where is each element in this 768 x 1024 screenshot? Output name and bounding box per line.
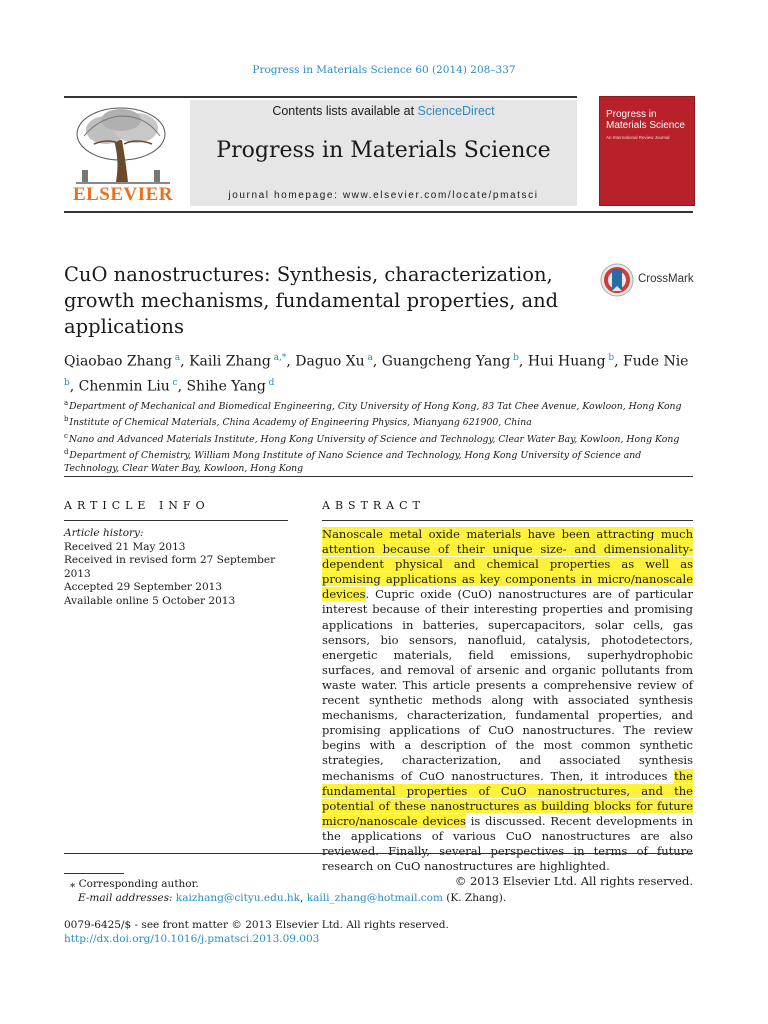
front-matter [64,918,696,946]
author-name: Hui Huang [527,353,606,370]
email-label: E-mail addresses: [78,892,173,904]
affiliations [64,397,696,475]
abstract-heading: ABSTRACT [322,499,425,512]
contents-available-line [190,104,577,118]
affiliation-text: Institute of Chemical Materials, China Academy of Engineering Physics, Mianyang 621900, China [69,417,532,429]
article-info-rule [64,520,288,521]
affiliation-text: Department of Mechanical and Biomedical Engineering, City University of Hong Kong, 83 Tat Chee Avenue, Kowloon, Hong Kong [69,401,682,413]
journal-title: Progress in Materials Science [216,138,551,163]
affiliation-mark: b [64,415,69,424]
author-name: Shihe Yang [186,378,266,395]
email-line [64,891,696,905]
abstract-body [322,527,693,889]
author-name: Kaili Zhang [189,353,271,370]
author-affil-mark[interactable]: a [174,353,181,363]
footnote-rule [64,873,124,874]
article-history [64,527,294,609]
author-affil-mark[interactable]: c [172,377,178,388]
corresponding-author-footnote [64,877,696,905]
author-name: Guangcheng Yang [381,353,511,370]
section-rule [64,476,693,477]
author-affil-mark[interactable]: b [513,353,519,363]
accepted-date: Accepted 29 September 2013 [64,581,223,594]
journal-reference[interactable]: Progress in Materials Science 60 (2014) 208–337 [252,64,516,76]
article-info-heading: ARTICLE INFO [64,499,210,512]
abstract-text: . Cupric oxide (CuO) nanostructures are of particular interest because of their interesting properties and promising applications in batteries, supercapacitors, solar cells, gas sensors, bio sensors, nanofluid, catalysis, photodetectors, energetic materials, field emissions, superhydrophobic surfaces, and removal of arsenic and organic pollutants from waste water. This article presents a comprehensive review of recent synthetic methods along with associated synthesis mechanisms, characterization, fundamental properties, and promising applications of CuO nanostructures. The review begins with a description of the most common synthetic strategies, characterization, and associated synthesis mechanisms of CuO nanostructures. Then, it introduces [322,587,693,783]
affiliation-item [64,397,696,413]
crossmark-label: CrossMark [638,273,694,285]
email-link[interactable]: kaizhang@cityu.edu.hk [175,892,301,904]
doi-link[interactable]: http://dx.doi.org/10.1016/j.pmatsci.2013.09.003 [64,933,320,945]
author-name: Qiaobao Zhang [64,353,172,370]
elsevier-wordmark: ELSEVIER [72,184,174,205]
author-name: Chenmin Liu [78,378,170,395]
crossmark-badge[interactable] [600,263,700,297]
author-affil-mark[interactable]: b [608,353,615,363]
abstract-highlight[interactable]: Nanoscale metal oxide materials have been attracting much attention because of their unique size- and dimensionality-dependent physical and chemical properties as well as promising applications as key components in micro/nanoscale devices [322,527,693,602]
affiliation-mark: c [64,431,68,440]
abstract-copyright: © 2013 Elsevier Ltd. All rights reserved. [454,874,693,889]
corresponding-author-note: ⁎ Corresponding author. [70,878,199,890]
affiliation-item [64,446,696,476]
issn-line: 0079-6425/$ - see front matter © 2013 Elsevier Ltd. All rights reserved. [64,919,449,931]
header-rule-bottom [64,211,693,213]
abstract-highlight[interactable]: the fundamental properties of CuO nanostructures, and the potential of these nanostructures as building blocks for future micro/nanoscale devices [322,768,693,828]
email-link[interactable]: kaili_zhang@hotmail.com [306,892,443,904]
author-list: Qiaobao Zhang $^a$, Kaili Zhang $^{a,*}$, Daguo Xu $^a$, Guangcheng Yang $^b$, Hui Huang $^b$, Fude Nie $^b$, Chenmin Liu $^c$, Shihe Yang $^d$ [64,353,689,395]
journal-homepage[interactable]: journal homepage: www.elsevier.com/locate/pmatsci [228,190,539,201]
affiliation-item [64,430,696,446]
email-suffix: (K. Zhang). [442,892,507,904]
header-rule-top [64,96,577,98]
affiliation-mark: a [64,399,69,407]
affiliation-item [64,413,696,429]
history-label: Article history: [64,527,144,539]
cover-subtitle: An International Review Journal [606,135,670,140]
sciencedirect-link[interactable]: ScienceDirect [417,104,495,118]
author-name: Fude Nie [623,353,689,370]
author-affil-mark[interactable]: b [64,377,70,388]
footer-rule [64,853,693,854]
email-separator: , [300,892,307,904]
online-date: Available online 5 October 2013 [64,594,236,607]
article-title: CuO nanostructures: Synthesis, characterization, growth mechanisms, fundamental properties, and applications [64,263,559,338]
revised-date: Received in revised form 27 September 2013 [64,554,276,580]
journal-cover-thumbnail[interactable] [599,96,695,206]
author-affil-mark[interactable]: d [268,377,275,388]
received-date: Received 21 May 2013 [64,540,186,553]
abstract-text: is discussed. Recent developments in the applications of various CuO nanostructures are also reviewed. Finally, several perspectives in terms of future research on CuO nanostructures are highlighted. [322,813,693,874]
abstract-rule [322,520,693,521]
affiliation-text: Department of Chemistry, William Mong Institute of Nano Science and Technology, Hong Kong University of Science and Technology, Clear Water Bay, Kowloon, Hong Kong [64,449,642,475]
crossmark-icon [600,263,634,297]
author-affil-mark[interactable]: a,* [273,353,287,363]
cover-title: Progress in Materials Science [606,109,685,131]
elsevier-logo[interactable] [64,100,182,206]
author-name: Daguo Xu [295,353,365,370]
author-affil-mark[interactable]: a [367,353,373,363]
contents-prefix: Contents lists available at [272,104,415,118]
affiliation-mark: d [64,447,69,456]
affiliation-text: Nano and Advanced Materials Institute, Hong Kong University of Science and Technology, Clear Water Bay, Kowloon, Hong Kong [68,433,680,445]
